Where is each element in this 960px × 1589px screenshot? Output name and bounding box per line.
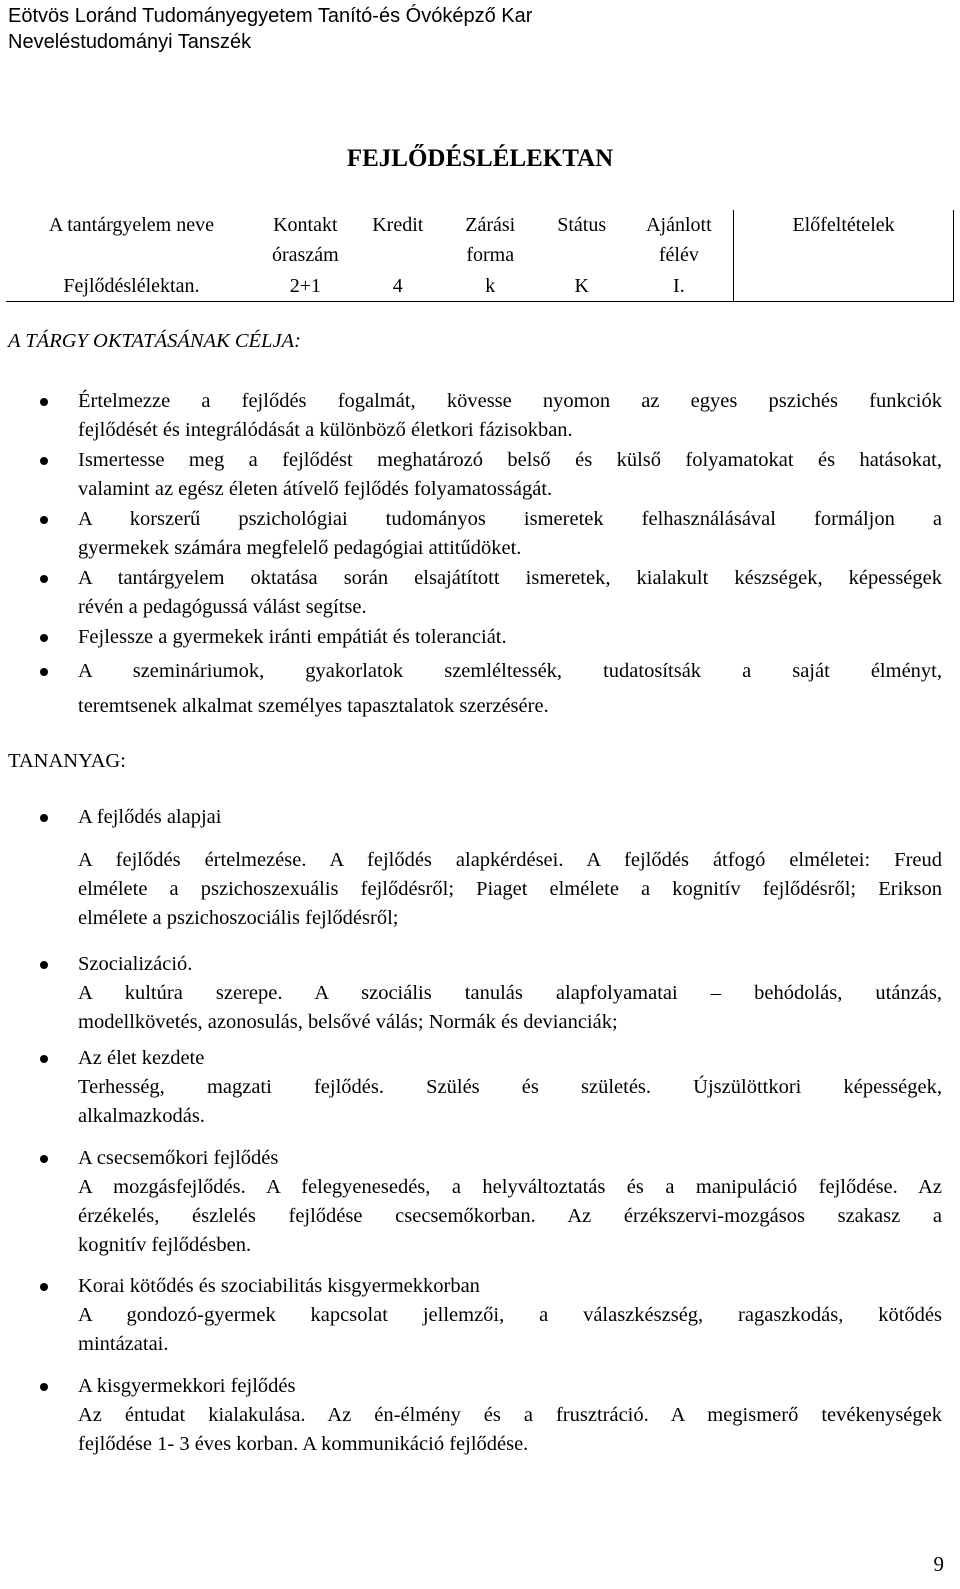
bullet-icon: [40, 961, 48, 969]
table-cell: 2+1: [257, 271, 354, 302]
list-item-line: Fejlessze a gyermekek iránti empátiát és toleranciát.: [78, 626, 507, 648]
list-item-line: teremtsenek alkalmat személyes tapasztalatok szerzésére.: [78, 695, 549, 717]
content-heading: TANANYAG:: [8, 750, 126, 772]
list-item: [78, 1372, 942, 1459]
goals-heading: A TÁRGY OKTATÁSÁNAK CÉLJA:: [8, 330, 301, 352]
table-header-row: [6, 210, 954, 271]
list-item-line: érzékelés, észlelés fejlődése csecsemőkorban. Az érzékszervi-mozgásos szakasz a: [78, 1205, 942, 1227]
table-row: [6, 271, 954, 302]
table-header-cell: Zárási forma: [465, 214, 516, 266]
list-item-line: mintázatai.: [78, 1333, 169, 1355]
list-item-line: Értelmezze a fejlődés fogalmát, kövesse nyomon az egyes pszichés funkciók: [78, 390, 942, 412]
list-item: [78, 1272, 942, 1359]
list-item: [78, 505, 942, 563]
list-item-line: elmélete a pszichoszociális fejlődésről;: [78, 907, 399, 929]
bullet-icon: [40, 575, 48, 583]
list-item-line: A mozgásfejlődés. A felegyenesedés, a helyváltoztatás és a manipuláció fejlődése. Az: [78, 1176, 942, 1198]
list-item-line: valamint az egész életen átívelő fejlődés folyamatosságát.: [78, 478, 553, 500]
institution-name: Eötvös Loránd Tudományegyetem Tanító-és Óvóképző Kar: [8, 5, 533, 27]
list-item-line: A fejlődés értelmezése. A fejlődés alapkérdései. A fejlődés átfogó elméletei: Freud: [78, 849, 942, 871]
list-item-spacer: [78, 832, 942, 846]
list-item-line: gyermekek számára megfelelő pedagógiai attitűdöket.: [78, 537, 522, 559]
list-item: [78, 803, 942, 933]
list-item-line: A gondozó-gyermek kapcsolat jellemzői, a válaszkészség, ragaszkodás, kötődés: [78, 1304, 942, 1326]
list-item-line: elmélete a pszichoszexuális fejlődésről; Piaget elmélete a kognitív fejlődésről; Erikson: [78, 878, 942, 900]
table-cell: Fejlődéslélektan.: [6, 271, 257, 302]
table-header-cell: Státus: [557, 214, 607, 236]
bullet-icon: [40, 516, 48, 524]
topic-title: A kisgyermekkori fejlődés: [78, 1375, 296, 1397]
table-header-cell: A tantárgyelem neve: [48, 214, 214, 236]
bullet-icon: [40, 457, 48, 465]
list-item-line: Ismertesse meg a fejlődést meghatározó belső és külső folyamatokat és hatásokat,: [78, 449, 942, 471]
list-item: [78, 1144, 942, 1260]
topic-title: Szocializáció.: [78, 953, 193, 975]
table-cell: k: [442, 271, 539, 302]
list-item-line: modellkövetés, azonosulás, belsővé válás; Normák és devianciák;: [78, 1011, 618, 1033]
topic-title: Korai kötődés és szociabilitás kisgyermekkorban: [78, 1275, 480, 1297]
bullet-icon: [40, 1055, 48, 1063]
list-item: [78, 950, 942, 1037]
table-cell: K: [539, 271, 625, 302]
course-table: [6, 210, 954, 302]
list-item-line: révén a pedagógussá válást segítse.: [78, 596, 367, 618]
bullet-icon: [40, 668, 48, 676]
table-header-cell: Kontakt óraszám: [272, 214, 339, 266]
list-item-line: fejlődése 1- 3 éves korban. A kommunikáció fejlődése.: [78, 1433, 529, 1455]
bullet-icon: [40, 1383, 48, 1391]
bullet-icon: [40, 398, 48, 406]
list-item-line: Terhesség, magzati fejlődés. Szülés és születés. Újszülöttkori képességek,: [78, 1076, 942, 1098]
list-item-line: fejlődését és integrálódását a különböző életkori fázisokban.: [78, 419, 573, 441]
list-item: [78, 657, 942, 721]
table-header-cell: Kredit: [372, 214, 424, 236]
list-item-line: A kultúra szerepe. A szociális tanulás alapfolyamatai – behódolás, utánzás,: [78, 982, 942, 1004]
list-item: [78, 564, 942, 622]
list-item: [78, 387, 942, 445]
page-number: 9: [933, 1552, 944, 1576]
table-cell: 4: [354, 271, 442, 302]
list-item-line: kognitív fejlődésben.: [78, 1234, 252, 1256]
list-item-line: A korszerű pszichológiai tudományos ismeretek felhasználásával formáljon a: [78, 508, 942, 530]
bullet-icon: [40, 814, 48, 822]
list-item: [78, 1044, 942, 1131]
list-item-line: A szemináriumok, gyakorlatok szemléltessék, tudatosítsák a saját élményt,: [78, 660, 942, 682]
bullet-icon: [40, 634, 48, 642]
topic-title: Az élet kezdete: [78, 1047, 205, 1069]
list-item: [78, 623, 942, 652]
topic-title: A csecsemőkori fejlődés: [78, 1147, 279, 1169]
bullet-icon: [40, 1155, 48, 1163]
table-cell: [734, 271, 954, 302]
table-header-cell: Előfeltételek: [734, 210, 954, 271]
topic-title: A fejlődés alapjai: [78, 806, 222, 828]
list-item-line: Az éntudat kialakulása. Az én-élmény és a frusztráció. A megismerő tevékenységek: [78, 1404, 942, 1426]
bullet-icon: [40, 1283, 48, 1291]
department-name: Neveléstudományi Tanszék: [8, 31, 252, 53]
list-item: [78, 446, 942, 504]
page-title: FEJLŐDÉSLÉLEKTAN: [346, 145, 614, 172]
list-item-line: A tantárgyelem oktatása során elsajátított ismeretek, kialakult készségek, képességek: [78, 567, 942, 589]
table-cell: I.: [625, 271, 734, 302]
table-header-cell: Ajánlott félév: [646, 214, 712, 266]
list-item-line: alkalmazkodás.: [78, 1105, 205, 1127]
